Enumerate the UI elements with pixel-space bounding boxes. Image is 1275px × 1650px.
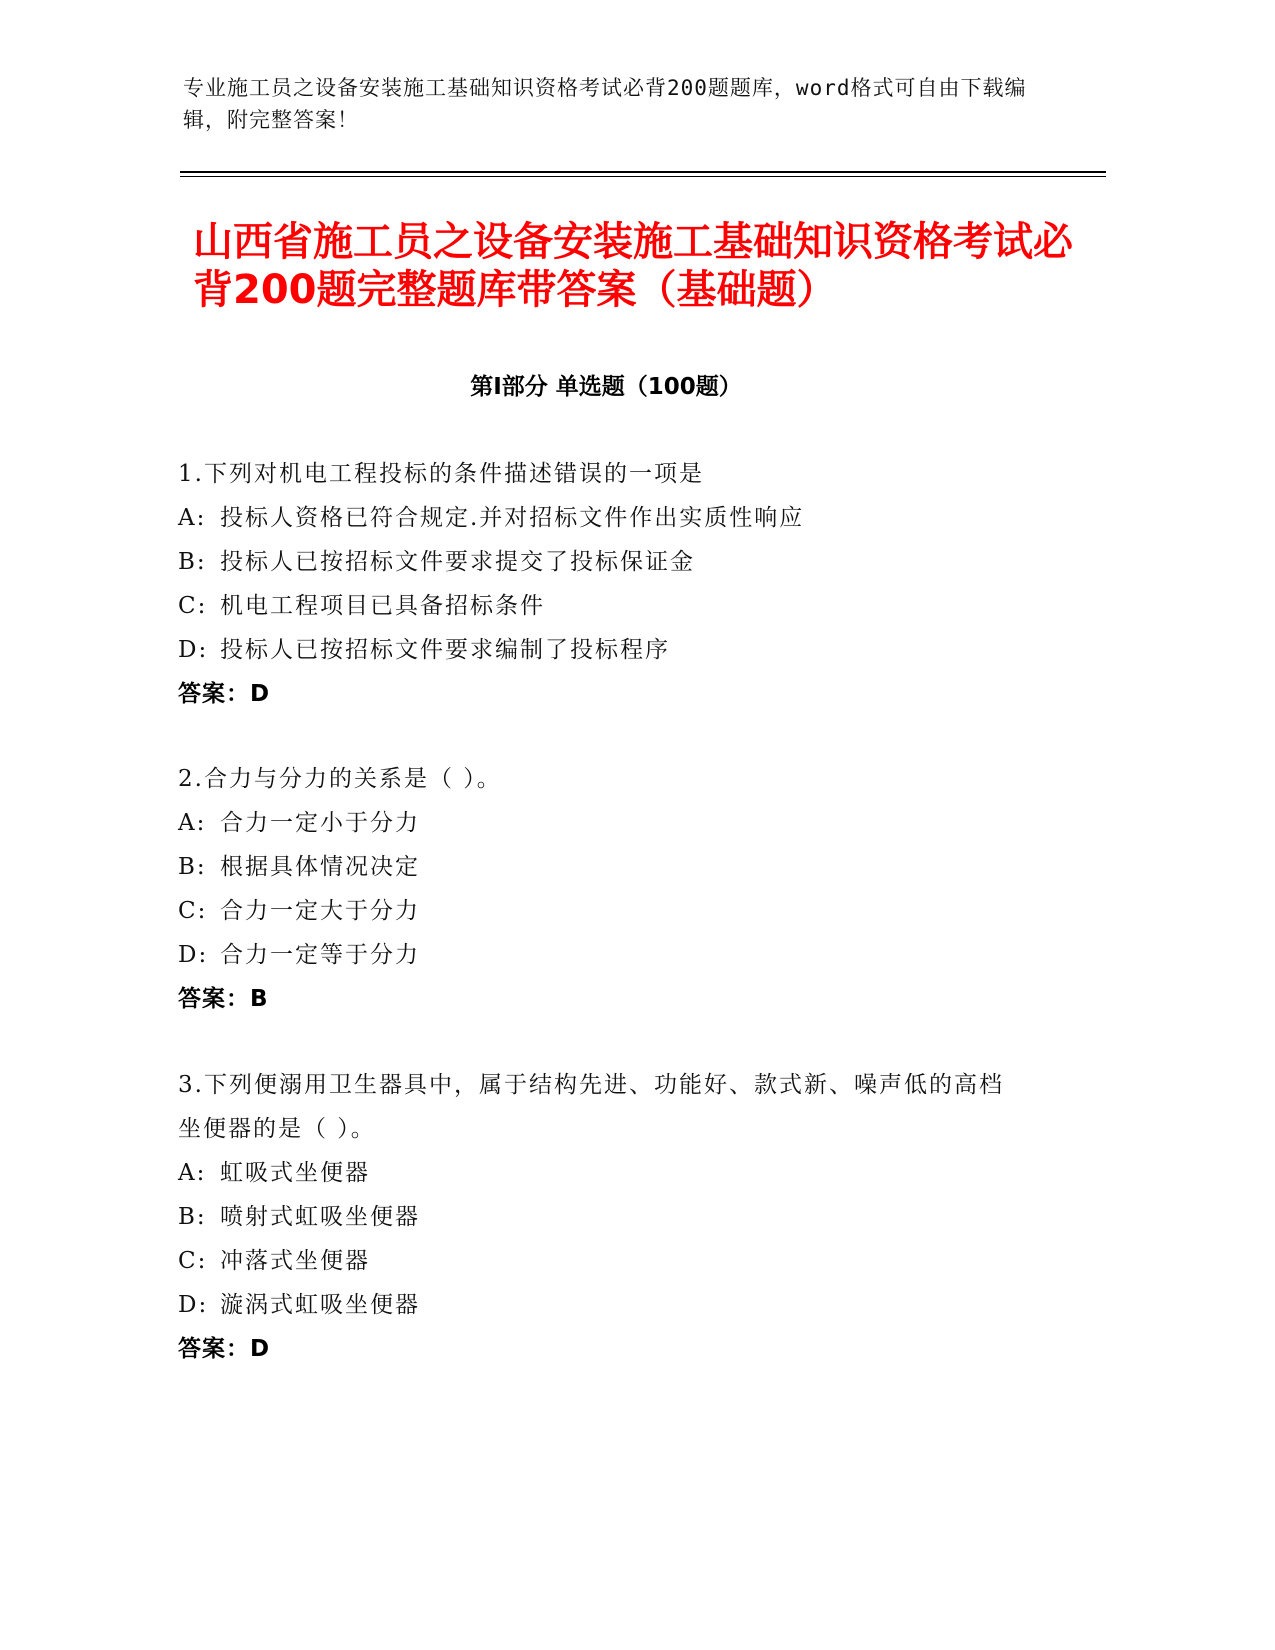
option-d — [178, 628, 1078, 672]
option-letter: C: — [178, 593, 208, 619]
option-b — [178, 1195, 1018, 1239]
question-stem: 2.合力与分力的关系是（ ）。 — [178, 766, 502, 792]
option-text: 合力一定等于分力 — [220, 942, 420, 968]
question-stem: 3.下列便溺用卫生器具中，属于结构先进、功能好、款式新、噪声低的高档坐便器的是（ ）。 — [178, 1072, 1004, 1142]
option-c — [178, 889, 1078, 933]
option-a — [178, 496, 1078, 540]
question-block — [178, 452, 1078, 716]
question-block — [178, 757, 1078, 1021]
option-text: 投标人已按招标文件要求提交了投标保证金 — [220, 549, 695, 575]
answer-line: 答案：D — [178, 681, 271, 707]
option-text: 喷射式虹吸坐便器 — [220, 1204, 420, 1230]
option-text: 冲落式坐便器 — [220, 1248, 370, 1274]
option-text: 合力一定小于分力 — [220, 810, 420, 836]
section-heading: 第Ⅰ部分 单选题（100题） — [470, 374, 742, 400]
option-b — [178, 540, 1078, 584]
answer-line: 答案：B — [178, 986, 269, 1012]
option-text: 投标人已按招标文件要求编制了投标程序 — [220, 637, 670, 663]
option-letter: A: — [178, 1160, 207, 1186]
option-text: 投标人资格已符合规定.并对招标文件作出实质性响应 — [220, 505, 805, 531]
option-letter: C: — [178, 1248, 208, 1274]
option-text: 虹吸式坐便器 — [220, 1160, 370, 1186]
header-rule-thin — [180, 176, 1106, 177]
option-letter: A: — [178, 505, 207, 531]
option-a — [178, 801, 1078, 845]
option-text: 根据具体情况决定 — [220, 854, 420, 880]
option-c — [178, 1239, 1018, 1283]
option-letter: D: — [178, 1292, 209, 1318]
option-letter: D: — [178, 942, 209, 968]
option-text: 机电工程项目已具备招标条件 — [220, 593, 545, 619]
option-d — [178, 1283, 1018, 1327]
option-text: 合力一定大于分力 — [220, 898, 420, 924]
option-letter: C: — [178, 898, 208, 924]
option-letter: B: — [178, 854, 207, 880]
question-stem: 1.下列对机电工程投标的条件描述错误的一项是 — [178, 461, 704, 487]
option-b — [178, 845, 1078, 889]
option-c — [178, 584, 1078, 628]
header-rule-thick — [180, 171, 1106, 173]
document-title: 山西省施工员之设备安装施工基础知识资格考试必背200题完整题库带答案（基础题） — [193, 219, 1073, 313]
answer-line: 答案：D — [178, 1336, 271, 1362]
option-letter: A: — [178, 810, 207, 836]
option-letter: B: — [178, 1204, 207, 1230]
option-a — [178, 1151, 1018, 1195]
option-d — [178, 933, 1078, 977]
option-letter: D: — [178, 637, 209, 663]
option-text: 漩涡式虹吸坐便器 — [220, 1292, 420, 1318]
question-block — [178, 1063, 1018, 1371]
option-letter: B: — [178, 549, 207, 575]
header-note: 专业施工员之设备安装施工基础知识资格考试必背200题题库，word格式可自由下载编辑，附完整答案！ — [183, 76, 1027, 132]
